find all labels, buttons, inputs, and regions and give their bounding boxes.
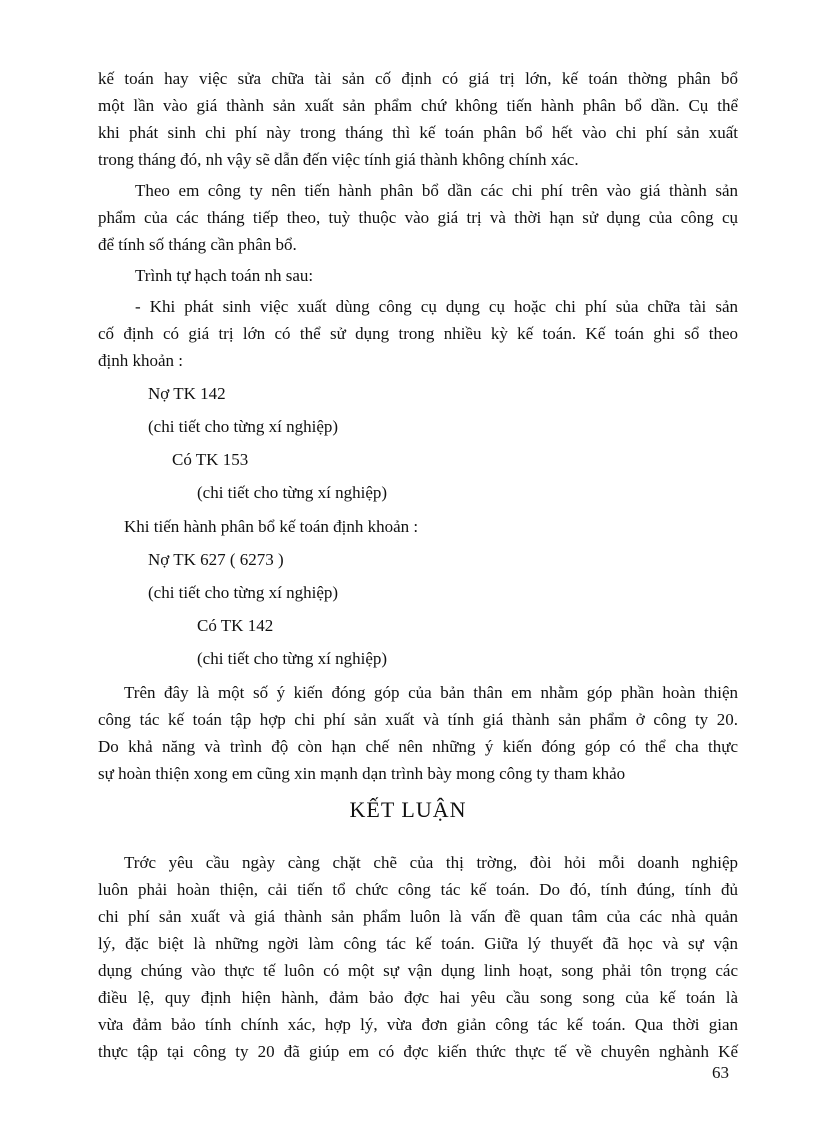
- text-line: phẩm của các tháng tiếp theo, tuỳ thuộc vào giá trị và thời hạn sử dụng của công cụ: [98, 208, 738, 227]
- text-line: điều lệ, quy định hiện hành, đảm bảo đợc hai yêu cầu song song của kế toán là: [98, 988, 738, 1007]
- text-line: lý, đặc biệt là những ngời làm công tác kế toán. Giữa lý thuyết đã học và sự vận: [98, 934, 738, 953]
- text-line: dụng chúng vào thực tế luôn có một sự vận dụng linh hoạt, song phải tôn trọng các: [98, 961, 738, 980]
- entry-credit: Có TK 153: [172, 450, 249, 469]
- text-line: chi phí sản xuất và giá thành sản phẩm luôn là vấn đề quan tâm của các nhà quản: [98, 907, 738, 926]
- entry-note: (chi tiết cho từng xí nghiệp): [197, 649, 388, 668]
- text-line: Theo em công ty nên tiến hành phân bổ dần các chi phí trên vào giá thành sản: [135, 181, 738, 200]
- text-line: để tính số tháng cần phân bổ.: [98, 235, 297, 254]
- entry-note: (chi tiết cho từng xí nghiệp): [148, 417, 339, 436]
- text-line: vừa đảm bảo tính chính xác, hợp lý, vừa đơn giản công tác kế toán. Qua thời gian: [98, 1015, 738, 1034]
- text-line: định khoản :: [98, 351, 183, 370]
- text-line: Trớc yêu cầu ngày càng chặt chẽ của thị trờng, đòi hỏi mỗi doanh nghiệp: [124, 853, 738, 872]
- text-line: - Khi phát sinh việc xuất dùng công cụ dụng cụ hoặc chi phí sủa chữa tài sản: [135, 297, 738, 316]
- entry-note: (chi tiết cho từng xí nghiệp): [148, 583, 339, 602]
- text-line: khi phát sinh chi phí này trong tháng thì kế toán phân bổ hết vào chi phí sản xuất: [98, 123, 738, 142]
- text-line: Trên đây là một số ý kiến đóng góp của bản thân em nhằm góp phần hoàn thiện: [124, 683, 738, 702]
- text-line: Do khả năng và trình độ còn hạn chế nên những ý kiến đóng góp có thể cha thực: [98, 737, 738, 756]
- text-line: một lần vào giá thành sản xuất sản phẩm chứ không tiến hành phân bổ dần. Cụ thể: [98, 96, 738, 115]
- text-line: sự hoàn thiện xong em cũng xin mạnh dạn trình bày mong công ty tham khảo: [98, 764, 626, 783]
- text-line: kế toán hay việc sửa chữa tài sản cố định có giá trị lớn, kế toán thờng phân bổ: [98, 69, 738, 88]
- entry-debit: Nợ TK 142: [148, 384, 226, 403]
- entry-note: (chi tiết cho từng xí nghiệp): [197, 483, 388, 502]
- entry-credit: Có TK 142: [197, 616, 274, 635]
- page-number: 63: [712, 1063, 729, 1082]
- section-heading: KẾT LUẬN: [349, 797, 467, 822]
- text-line: luôn phải hoàn thiện, cải tiến tổ chức công tác kế toán. Do đó, tính đúng, tính đủ: [98, 880, 738, 899]
- text-line: thực tập tại công ty 20 đã giúp em có đợc kiến thức thực tế về chuyên nghành Kế: [98, 1042, 738, 1061]
- text-line: công tác kế toán tập hợp chi phí sản xuất và tính giá thành sản phẩm ở công ty 20.: [98, 710, 738, 729]
- entry-debit: Nợ TK 627 ( 6273 ): [148, 550, 284, 569]
- text-line: cố định có giá trị lớn có thể sử dụng trong nhiều kỳ kế toán. Kế toán ghi sổ theo: [98, 324, 738, 343]
- text-line: Trình tự hạch toán nh sau:: [135, 266, 314, 285]
- text-line: Khi tiến hành phân bổ kế toán định khoản :: [124, 517, 419, 536]
- text-line: trong tháng đó, nh vậy sẽ dẫn đến việc tính giá thành không chính xác.: [98, 150, 579, 169]
